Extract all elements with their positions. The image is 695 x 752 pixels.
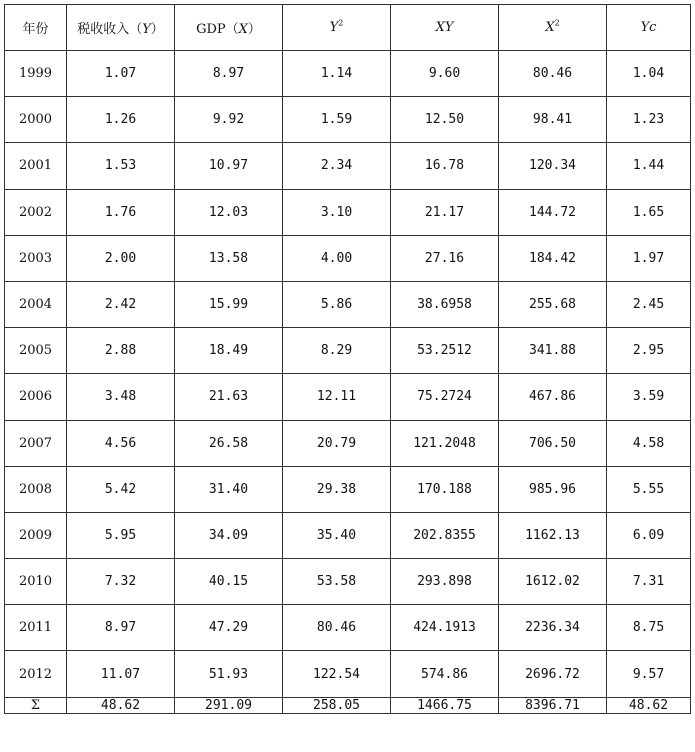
cell-year: 2002 <box>5 189 67 235</box>
cell-year: 2001 <box>5 143 67 189</box>
cell-year: 2012 <box>5 651 67 697</box>
cell-x2: 706.50 <box>499 420 607 466</box>
header-gdp-suffix: ） <box>247 22 261 37</box>
cell-x: 31.40 <box>175 466 283 512</box>
cell-y2: 80.46 <box>283 605 391 651</box>
cell-year: 2006 <box>5 374 67 420</box>
header-y2-exp: 2 <box>338 18 344 28</box>
cell-xy: 574.86 <box>391 651 499 697</box>
cell-yc: 3.59 <box>607 374 691 420</box>
table-row <box>5 281 691 327</box>
cell-y: 1.53 <box>67 143 175 189</box>
cell-year: 2004 <box>5 281 67 327</box>
cell-y2: 2.34 <box>283 143 391 189</box>
cell-xy: 170.188 <box>391 466 499 512</box>
cell-yc: 5.55 <box>607 466 691 512</box>
table-row <box>5 143 691 189</box>
header-tax-suffix: ） <box>150 22 164 37</box>
cell-y2: 8.29 <box>283 328 391 374</box>
cell-y2: 5.86 <box>283 281 391 327</box>
cell-yc: 6.09 <box>607 512 691 558</box>
cell-x2: 341.88 <box>499 328 607 374</box>
cell-x: 15.99 <box>175 281 283 327</box>
cell-xy: 27.16 <box>391 235 499 281</box>
cell-year: 2005 <box>5 328 67 374</box>
table-row <box>5 374 691 420</box>
cell-yc: 2.45 <box>607 281 691 327</box>
cell-x: 34.09 <box>175 512 283 558</box>
cell-y: 7.32 <box>67 559 175 605</box>
cell-y: 4.56 <box>67 420 175 466</box>
cell-x: 9.92 <box>175 97 283 143</box>
total-y2: 258.05 <box>283 697 391 713</box>
cell-y2: 1.59 <box>283 97 391 143</box>
cell-x: 47.29 <box>175 605 283 651</box>
cell-x: 18.49 <box>175 328 283 374</box>
cell-yc: 1.97 <box>607 235 691 281</box>
cell-yc: 2.95 <box>607 328 691 374</box>
cell-year: 1999 <box>5 51 67 97</box>
cell-xy: 21.17 <box>391 189 499 235</box>
cell-x2: 184.42 <box>499 235 607 281</box>
header-gdp-prefix: GDP（ <box>196 22 239 37</box>
cell-y2: 3.10 <box>283 189 391 235</box>
cell-xy: 53.2512 <box>391 328 499 374</box>
total-xy: 1466.75 <box>391 697 499 713</box>
cell-y: 11.07 <box>67 651 175 697</box>
header-y-squared <box>283 5 391 51</box>
table-row <box>5 51 691 97</box>
header-xy-var: XY <box>435 20 454 35</box>
cell-x: 40.15 <box>175 559 283 605</box>
cell-y: 2.00 <box>67 235 175 281</box>
cell-y2: 53.58 <box>283 559 391 605</box>
cell-x: 8.97 <box>175 51 283 97</box>
header-x-squared <box>499 5 607 51</box>
table-row <box>5 328 691 374</box>
table-row <box>5 235 691 281</box>
cell-yc: 8.75 <box>607 605 691 651</box>
cell-y2: 35.40 <box>283 512 391 558</box>
cell-year: 2010 <box>5 559 67 605</box>
cell-x2: 1612.02 <box>499 559 607 605</box>
cell-year: 2008 <box>5 466 67 512</box>
cell-y2: 1.14 <box>283 51 391 97</box>
cell-x: 21.63 <box>175 374 283 420</box>
table-row <box>5 466 691 512</box>
cell-xy: 9.60 <box>391 51 499 97</box>
total-label: Σ <box>5 697 67 713</box>
regression-data-table-container <box>4 4 690 714</box>
cell-xy: 75.2724 <box>391 374 499 420</box>
cell-year: 2009 <box>5 512 67 558</box>
cell-x2: 985.96 <box>499 466 607 512</box>
cell-y: 2.42 <box>67 281 175 327</box>
cell-x: 26.58 <box>175 420 283 466</box>
cell-x: 12.03 <box>175 189 283 235</box>
total-yc: 48.62 <box>607 697 691 713</box>
cell-y: 1.26 <box>67 97 175 143</box>
cell-yc: 4.58 <box>607 420 691 466</box>
cell-x2: 255.68 <box>499 281 607 327</box>
cell-yc: 9.57 <box>607 651 691 697</box>
cell-yc: 1.04 <box>607 51 691 97</box>
table-row <box>5 651 691 697</box>
cell-yc: 7.31 <box>607 559 691 605</box>
header-tax-prefix: 税收收入（ <box>77 22 143 37</box>
cell-xy: 202.8355 <box>391 512 499 558</box>
cell-y2: 4.00 <box>283 235 391 281</box>
cell-xy: 12.50 <box>391 97 499 143</box>
header-xy <box>391 5 499 51</box>
header-yc <box>607 5 691 51</box>
header-x2-var: X <box>545 20 555 35</box>
header-row <box>5 5 691 51</box>
cell-yc: 1.44 <box>607 143 691 189</box>
cell-y: 2.88 <box>67 328 175 374</box>
header-tax-revenue <box>67 5 175 51</box>
cell-xy: 38.6958 <box>391 281 499 327</box>
cell-y: 1.76 <box>67 189 175 235</box>
header-year <box>5 5 67 51</box>
total-y: 48.62 <box>67 697 175 713</box>
cell-x2: 467.86 <box>499 374 607 420</box>
cell-yc: 1.65 <box>607 189 691 235</box>
header-x2-exp: 2 <box>554 18 560 28</box>
regression-data-table <box>4 4 691 714</box>
cell-y2: 122.54 <box>283 651 391 697</box>
header-yc-var: Yc <box>640 20 657 35</box>
cell-y2: 12.11 <box>283 374 391 420</box>
cell-y: 5.42 <box>67 466 175 512</box>
table-row <box>5 605 691 651</box>
table-row <box>5 420 691 466</box>
cell-x2: 2696.72 <box>499 651 607 697</box>
cell-x: 51.93 <box>175 651 283 697</box>
cell-x2: 144.72 <box>499 189 607 235</box>
cell-y: 5.95 <box>67 512 175 558</box>
table-row <box>5 512 691 558</box>
cell-x2: 120.34 <box>499 143 607 189</box>
cell-xy: 293.898 <box>391 559 499 605</box>
total-row <box>5 697 691 713</box>
cell-x: 13.58 <box>175 235 283 281</box>
total-x: 291.09 <box>175 697 283 713</box>
cell-year: 2003 <box>5 235 67 281</box>
table-row <box>5 97 691 143</box>
header-gdp <box>175 5 283 51</box>
cell-xy: 424.1913 <box>391 605 499 651</box>
cell-x2: 2236.34 <box>499 605 607 651</box>
cell-x: 10.97 <box>175 143 283 189</box>
cell-y: 1.07 <box>67 51 175 97</box>
cell-year: 2007 <box>5 420 67 466</box>
cell-year: 2011 <box>5 605 67 651</box>
table-body <box>5 51 691 698</box>
cell-y2: 29.38 <box>283 466 391 512</box>
total-x2: 8396.71 <box>499 697 607 713</box>
table-row <box>5 559 691 605</box>
header-year-label: 年份 <box>22 22 49 37</box>
header-gdp-var: X <box>238 22 248 37</box>
cell-y2: 20.79 <box>283 420 391 466</box>
table-row <box>5 189 691 235</box>
header-y2-var: Y <box>329 20 339 35</box>
cell-xy: 16.78 <box>391 143 499 189</box>
cell-x2: 80.46 <box>499 51 607 97</box>
cell-x2: 1162.13 <box>499 512 607 558</box>
header-tax-var: Y <box>142 22 151 37</box>
cell-xy: 121.2048 <box>391 420 499 466</box>
cell-y: 3.48 <box>67 374 175 420</box>
cell-year: 2000 <box>5 97 67 143</box>
cell-x2: 98.41 <box>499 97 607 143</box>
cell-yc: 1.23 <box>607 97 691 143</box>
cell-y: 8.97 <box>67 605 175 651</box>
